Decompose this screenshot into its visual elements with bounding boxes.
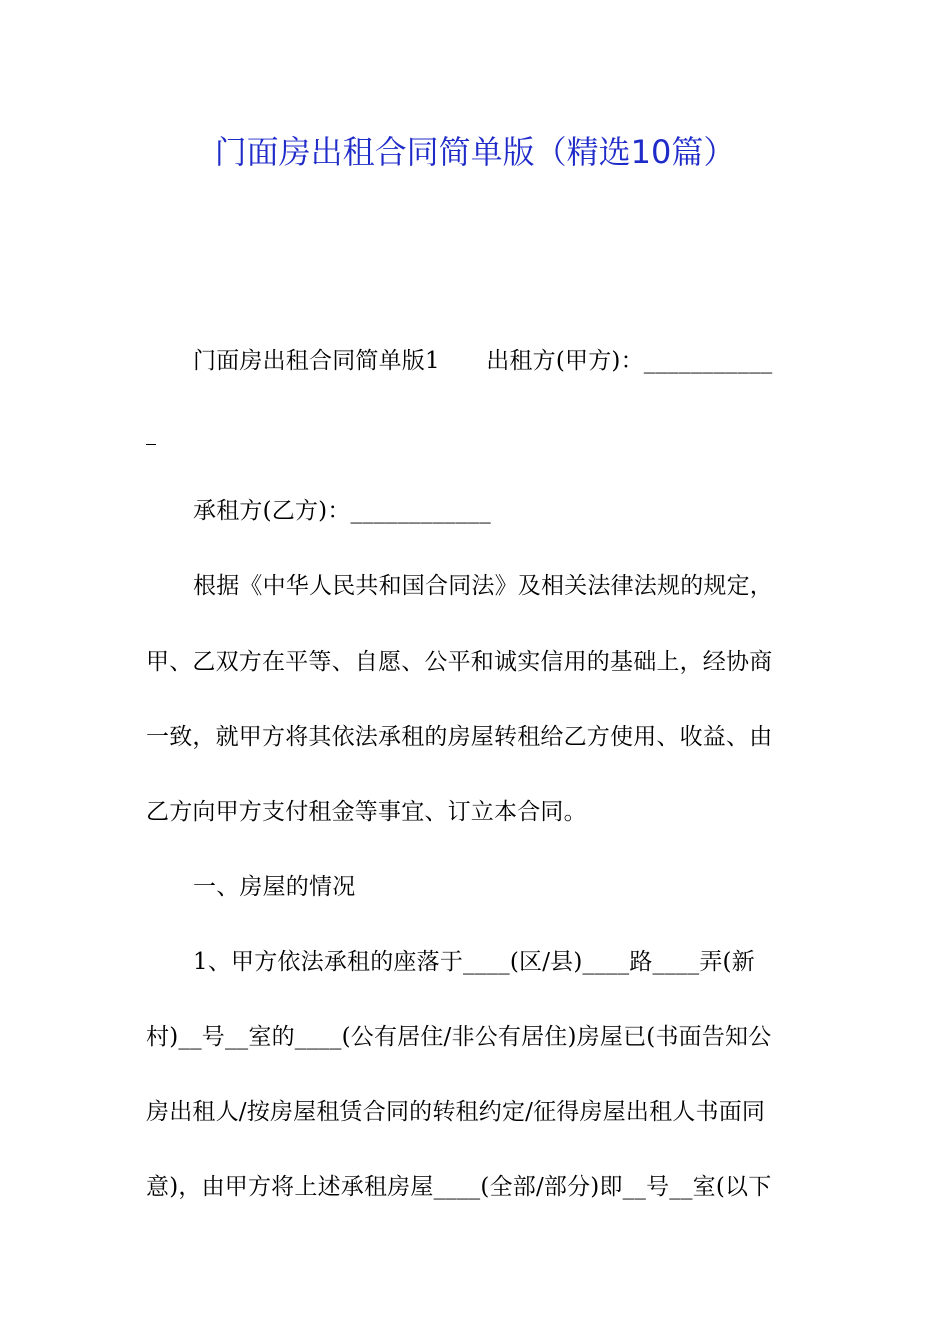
paragraph-line-4: 甲、乙双方在平等、自愿、公平和诚实信用的基础上，经协商 [146, 649, 773, 675]
paragraph-line-1: 门面房出租合同简单版1 出租方(甲方)：___________ [193, 348, 773, 374]
underline-continuation [146, 444, 156, 445]
paragraph-line-6: 乙方向甲方支付租金等事宜、订立本合同。 [146, 799, 587, 825]
paragraph-line-5: 一致，就甲方将其依法承租的房屋转租给乙方使用、收益、由 [146, 724, 773, 750]
section-heading: 一、房屋的情况 [193, 874, 356, 900]
paragraph-line-2: 承租方(乙方)：____________ [193, 498, 491, 524]
paragraph-line-9: 房出租人/按房屋租赁合同的转租约定/征得房屋出租人书面同 [146, 1099, 766, 1125]
document-title: 门面房出租合同简单版（精选10篇） [214, 133, 736, 171]
paragraph-line-8: 村)__号__室的____(公有居住/非公有居住)房屋已(书面告知公 [146, 1024, 772, 1050]
paragraph-line-3: 根据《中华人民共和国合同法》及相关法律法规的规定， [193, 573, 773, 599]
paragraph-line-7: 1、甲方依法承租的座落于____(区/县)____路____弄(新 [193, 949, 755, 975]
paragraph-line-10: 意)，由甲方将上述承租房屋____(全部/部分)即__号__室(以下 [146, 1174, 772, 1200]
